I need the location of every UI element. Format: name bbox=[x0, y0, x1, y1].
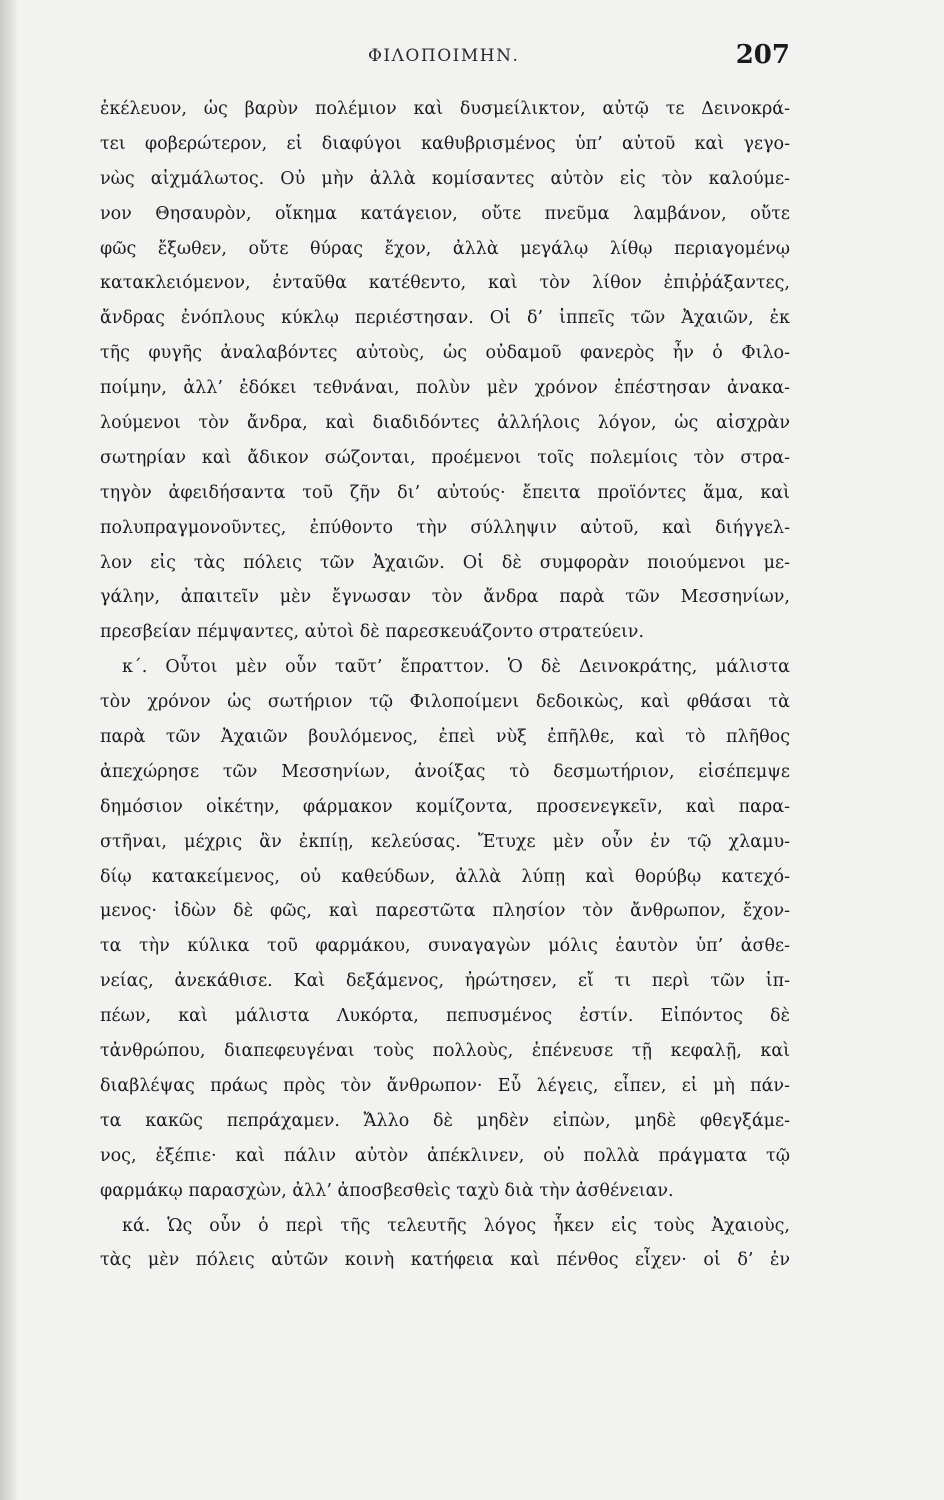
text-line: διαβλέψας πράως πρὸς τὸν ἄνθρωπον· Εὖ λέγεις, εἶπεν, εἰ μὴ πάν- bbox=[100, 1075, 790, 1096]
text-line: στῆναι, μέχρις ἂν ἐκπίῃ, κελεύσας. Ἔτυχε μὲν οὖν ἐν τῷ χλαμυ- bbox=[100, 831, 790, 852]
text-line: ποίμην, ἀλλ’ ἐδόκει τεθνάναι, πολὺν μὲν χρόνον ἐπέστησαν ἀνακα- bbox=[100, 378, 790, 399]
text-line: τει φοβερώτερον, εἰ διαφύγοι καθυβρισμένος ὑπ’ αὐτοῦ καὶ γεγο- bbox=[100, 133, 790, 154]
text-line: πέων, καὶ μάλιστα Λυκόρτα, πεπυσμένος ἐστίν. Εἰπόντος δὲ bbox=[100, 1006, 790, 1027]
section-start-line: κά. Ὡς οὖν ὁ περὶ τῆς τελευτῆς λόγος ἧκεν εἰς τοὺς Ἀχαιοὺς, bbox=[122, 1215, 790, 1236]
text-line: δημόσιον οἰκέτην, φάρμακον κομίζοντα, προσενεγκεῖν, καὶ παρα- bbox=[100, 796, 790, 817]
section-start-line: κ΄. Οὗτοι μὲν οὖν ταῦτ’ ἔπραττον. Ὁ δὲ Δεινοκράτης, μάλιστα bbox=[122, 657, 790, 678]
page-number: 207 bbox=[735, 40, 790, 70]
running-title: ΦΙΛΟΠΟΙΜΗΝ. bbox=[368, 46, 520, 66]
text-line: τα τὴν κύλικα τοῦ φαρμάκου, συναγαγὼν μόλις ἑαυτὸν ὑπ’ ἀσθε- bbox=[100, 936, 790, 957]
text-line: νος, ἐξέπιε· καὶ πάλιν αὐτὸν ἀπέκλινεν, οὐ πολλὰ πράγματα τῷ bbox=[100, 1145, 790, 1166]
text-line: παρὰ τῶν Ἀχαιῶν βουλόμενος, ἐπεὶ νὺξ ἐπῆλθε, καὶ τὸ πλῆθος bbox=[100, 727, 790, 748]
running-head bbox=[100, 38, 790, 78]
text-line: δίῳ κατακείμενος, οὐ καθεύδων, ἀλλὰ λύπῃ καὶ θορύβῳ κατεχό- bbox=[100, 866, 790, 887]
text-line: λον εἰς τὰς πόλεις τῶν Ἀχαιῶν. Οἱ δὲ συμφορὰν ποιούμενοι με- bbox=[100, 552, 790, 573]
text-line: τὰς μὲν πόλεις αὐτῶν κοινὴ κατήφεια καὶ πένθος εἶχεν· οἱ δ’ ἐν bbox=[100, 1250, 790, 1271]
text-line: τηγὸν ἀφειδήσαντα τοῦ ζῆν δι’ αὐτούς· ἔπειτα προϊόντες ἅμα, καὶ bbox=[100, 482, 790, 503]
text-line: νείας, ἀνεκάθισε. Καὶ δεξάμενος, ἠρώτησεν, εἴ τι περὶ τῶν ἱπ- bbox=[100, 971, 790, 992]
body-text bbox=[100, 92, 790, 1278]
text-line: τα κακῶς πεπράχαμεν. Ἄλλο δὲ μηδὲν εἰπὼν, μηδὲ φθεγξάμε- bbox=[100, 1110, 790, 1131]
text-line: γάλην, ἀπαιτεῖν μὲν ἔγνωσαν τὸν ἄνδρα παρὰ τῶν Μεσσηνίων, bbox=[100, 587, 790, 608]
text-line: σωτηρίαν καὶ ἄδικον σώζονται, προέμενοι τοῖς πολεμίοις τὸν στρα- bbox=[100, 447, 790, 468]
text-line: τῆς φυγῆς ἀναλαβόντες αὐτοὺς, ὡς οὐδαμοῦ φανερὸς ἦν ὁ Φιλο- bbox=[100, 343, 790, 364]
text-line: νὼς αἰχμάλωτος. Οὐ μὴν ἀλλὰ κομίσαντες αὐτὸν εἰς τὸν καλούμε- bbox=[100, 168, 790, 189]
text-line: νον Θησαυρὸν, οἴκημα κατάγειον, οὔτε πνεῦμα λαμβάνον, οὔτε bbox=[100, 203, 790, 224]
text-line: φῶς ἔξωθεν, οὔτε θύρας ἔχον, ἀλλὰ μεγάλῳ λίθῳ περιαγομένῳ bbox=[100, 238, 790, 259]
text-line: ἄνδρας ἐνόπλους κύκλῳ περιέστησαν. Οἱ δ’ ἱππεῖς τῶν Ἀχαιῶν, ἐκ bbox=[100, 308, 790, 329]
text-line: πολυπραγμονοῦντες, ἐπύθοντο τὴν σύλληψιν αὐτοῦ, καὶ διήγγελ- bbox=[100, 517, 790, 538]
text-line: τὸν χρόνον ὡς σωτήριον τῷ Φιλοποίμενι δεδοικὼς, καὶ φθάσαι τὰ bbox=[100, 692, 790, 713]
text-line: ἀπεχώρησε τῶν Μεσσηνίων, ἀνοίξας τὸ δεσμωτήριον, εἰσέπεμψε bbox=[100, 761, 790, 782]
text-line: ἐκέλευον, ὡς βαρὺν πολέμιον καὶ δυσμείλικτον, αὐτῷ τε Δεινοκρά- bbox=[100, 99, 790, 119]
text-line: πρεσβείαν πέμψαντες, αὐτοὶ δὲ παρεσκευάζοντο στρατεύειν. bbox=[100, 622, 645, 643]
text-line: λούμενοι τὸν ἄνδρα, καὶ διαδιδόντες ἀλλήλοις λόγον, ὡς αἰσχρὰν bbox=[100, 413, 790, 434]
text-line: μενος· ἰδὼν δὲ φῶς, καὶ παρεστῶτα πλησίον τὸν ἄνθρωπον, ἔχον- bbox=[100, 901, 790, 922]
binding-gutter-shadow bbox=[0, 0, 18, 1500]
text-line: τἀνθρώπου, διαπεφευγέναι τοὺς πολλοὺς, ἐπένευσε τῇ κεφαλῇ, καὶ bbox=[100, 1041, 790, 1062]
text-line: κατακλειόμενον, ἐνταῦθα κατέθεντο, καὶ τὸν λίθον ἐπιῤῥάξαντες, bbox=[100, 273, 790, 294]
text-line: φαρμάκῳ παρασχὼν, ἀλλ’ ἀποσβεσθεὶς ταχὺ διὰ τὴν ἀσθένειαν. bbox=[100, 1180, 674, 1201]
